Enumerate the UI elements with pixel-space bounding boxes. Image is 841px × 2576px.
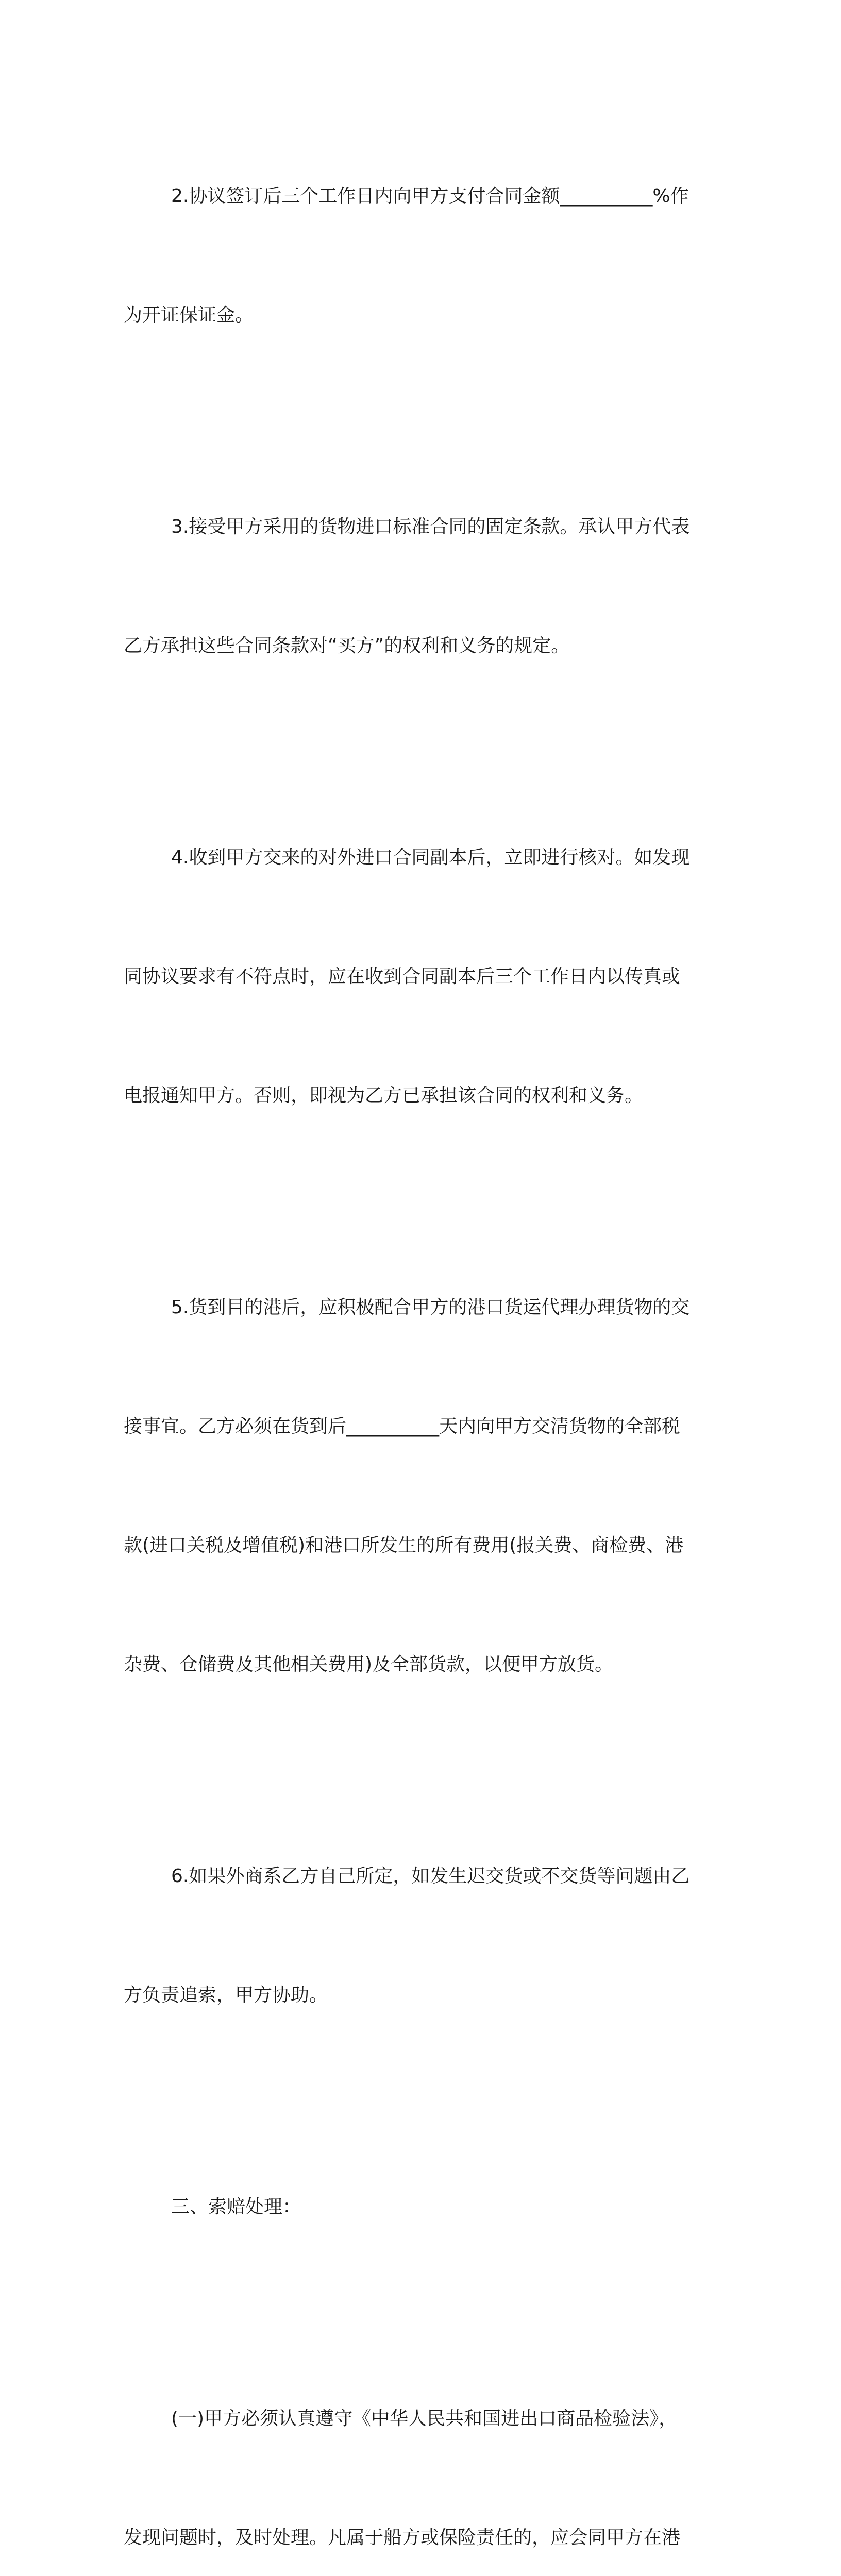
clause-5-line-1: 5.货到目的港后，应积极配合甲方的港口货运代理办理货物的交 bbox=[171, 1297, 690, 1318]
claim-clause-1-line-1: (一)甲方必须认真遵守《中华人民共和国进出口商品检验法》， bbox=[171, 2408, 678, 2429]
clause-6-foreign-supplier bbox=[124, 1777, 716, 2094]
claim-clause-1 bbox=[124, 2319, 716, 2576]
section-3-heading bbox=[124, 2108, 716, 2306]
clause-5-line-4: 杂费、仓储费及其他相关费用)及全部货款，以便甲方放货。 bbox=[124, 1654, 614, 1675]
clause-3-standard-terms bbox=[124, 428, 716, 745]
clause-4-line-1: 4.收到甲方交来的对外进口合同副本后，立即进行核对。如发现 bbox=[171, 847, 690, 868]
clause-5-line-3: 款(进口关税及增值税)和港口所发生的所有费用(报关费、商检费、港 bbox=[124, 1535, 684, 1556]
section-3-title: 三、索赔处理： bbox=[171, 2196, 301, 2217]
clause-2-deposit bbox=[124, 97, 716, 414]
claim-clause-1-line-2: 发现问题时，及时处理。凡属于船方或保险责任的，应会同甲方在港 bbox=[124, 2527, 681, 2548]
document-body bbox=[124, 97, 716, 2576]
clause-3-line-1: 3.接受甲方采用的货物进口标准合同的固定条款。承认甲方代表 bbox=[171, 516, 690, 537]
clause-6-line-1: 6.如果外商系乙方自己所定，如发生迟交货或不交货等问题由乙 bbox=[171, 1866, 690, 1887]
clause-4-contract-check bbox=[124, 758, 716, 1195]
clause-5-line-2: 接事宜。乙方必须在货到后__________天内向甲方交清货物的全部税 bbox=[124, 1416, 681, 1437]
clause-4-line-3: 电报通知甲方。否则，即视为乙方已承担该合同的权利和义务。 bbox=[124, 1085, 644, 1106]
clause-5-port-handover bbox=[124, 1208, 716, 1764]
clause-2-line-2: 为开证保证金。 bbox=[124, 304, 254, 326]
clause-6-line-2: 方负责追索，甲方协助。 bbox=[124, 1985, 328, 2006]
clause-3-line-2: 乙方承担这些合同条款对“买方”的权利和义务的规定。 bbox=[124, 635, 570, 656]
clause-4-line-2: 同协议要求有不符点时，应在收到合同副本后三个工作日内以传真或 bbox=[124, 966, 681, 987]
clause-2-line-1: 2.协议签订后三个工作日内向甲方支付合同金额__________%作 bbox=[171, 185, 689, 207]
